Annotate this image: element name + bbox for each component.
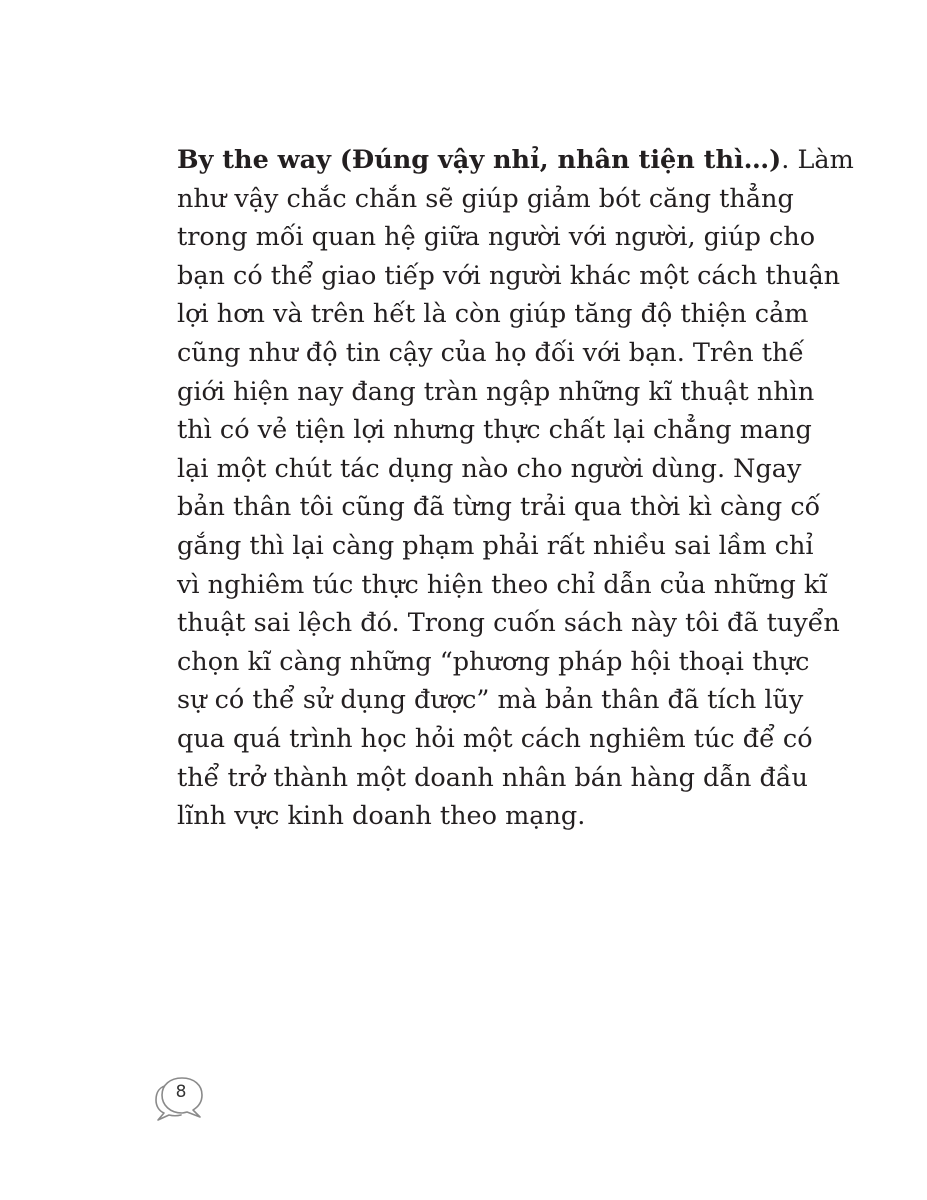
paragraph-line: trong mối quan hệ giữa người với người, giúp cho [177,222,816,253]
paragraph-line: như vậy chắc chắn sẽ giúp giảm bót căng thẳng [177,183,794,214]
page-number-badge [155,1075,207,1125]
paragraph-line: sự có thể sử dụng được” mà bản thân đã tích lũy [177,685,804,716]
paragraph-line: thuật sai lệch đó. Trong cuốn sách này tôi đã tuyển [177,608,840,639]
paragraph-line [177,141,854,180]
paragraph-line: vì nghiêm túc thực hiện theo chỉ dẫn của những kĩ [177,569,828,600]
line-text: . Làm [781,145,854,175]
paragraph-line: chọn kĩ càng những “phương pháp hội thoại thực [177,646,810,677]
english-phrase: By the way (Đúng vậy nhỉ, nhân tiện thì…) [177,145,782,175]
paragraph-line: lĩnh vực kinh doanh theo mạng. [177,801,586,832]
paragraph-line: lại một chút tác dụng nào cho người dùng. Ngay [177,453,802,484]
paragraph-line: lợi hơn và trên hết là còn giúp tăng độ thiện cảm [177,299,809,330]
paragraph-line: thể trở thành một doanh nhân bán hàng dẫn đầu [177,762,808,793]
body-paragraph [177,141,854,836]
paragraph-line: bản thân tôi cũng đã từng trải qua thời kì càng cố [177,492,821,523]
paragraph-line: bạn có thể giao tiếp với người khác một cách thuận [177,260,841,291]
paragraph-line: giới hiện nay đang tràn ngập những kĩ thuật nhìn [177,376,815,407]
paragraph-line: cũng như độ tin cậy của họ đối với bạn. Trên thế [177,337,805,368]
paragraph-line: qua quá trình học hỏi một cách nghiêm túc để có [177,723,813,754]
page-number: 8 [175,1082,187,1102]
paragraph-line: gắng thì lại càng phạm phải rất nhiều sai lầm chỉ [177,530,814,561]
paragraph-line: thì có vẻ tiện lợi nhưng thực chất lại chẳng mang [177,415,812,446]
